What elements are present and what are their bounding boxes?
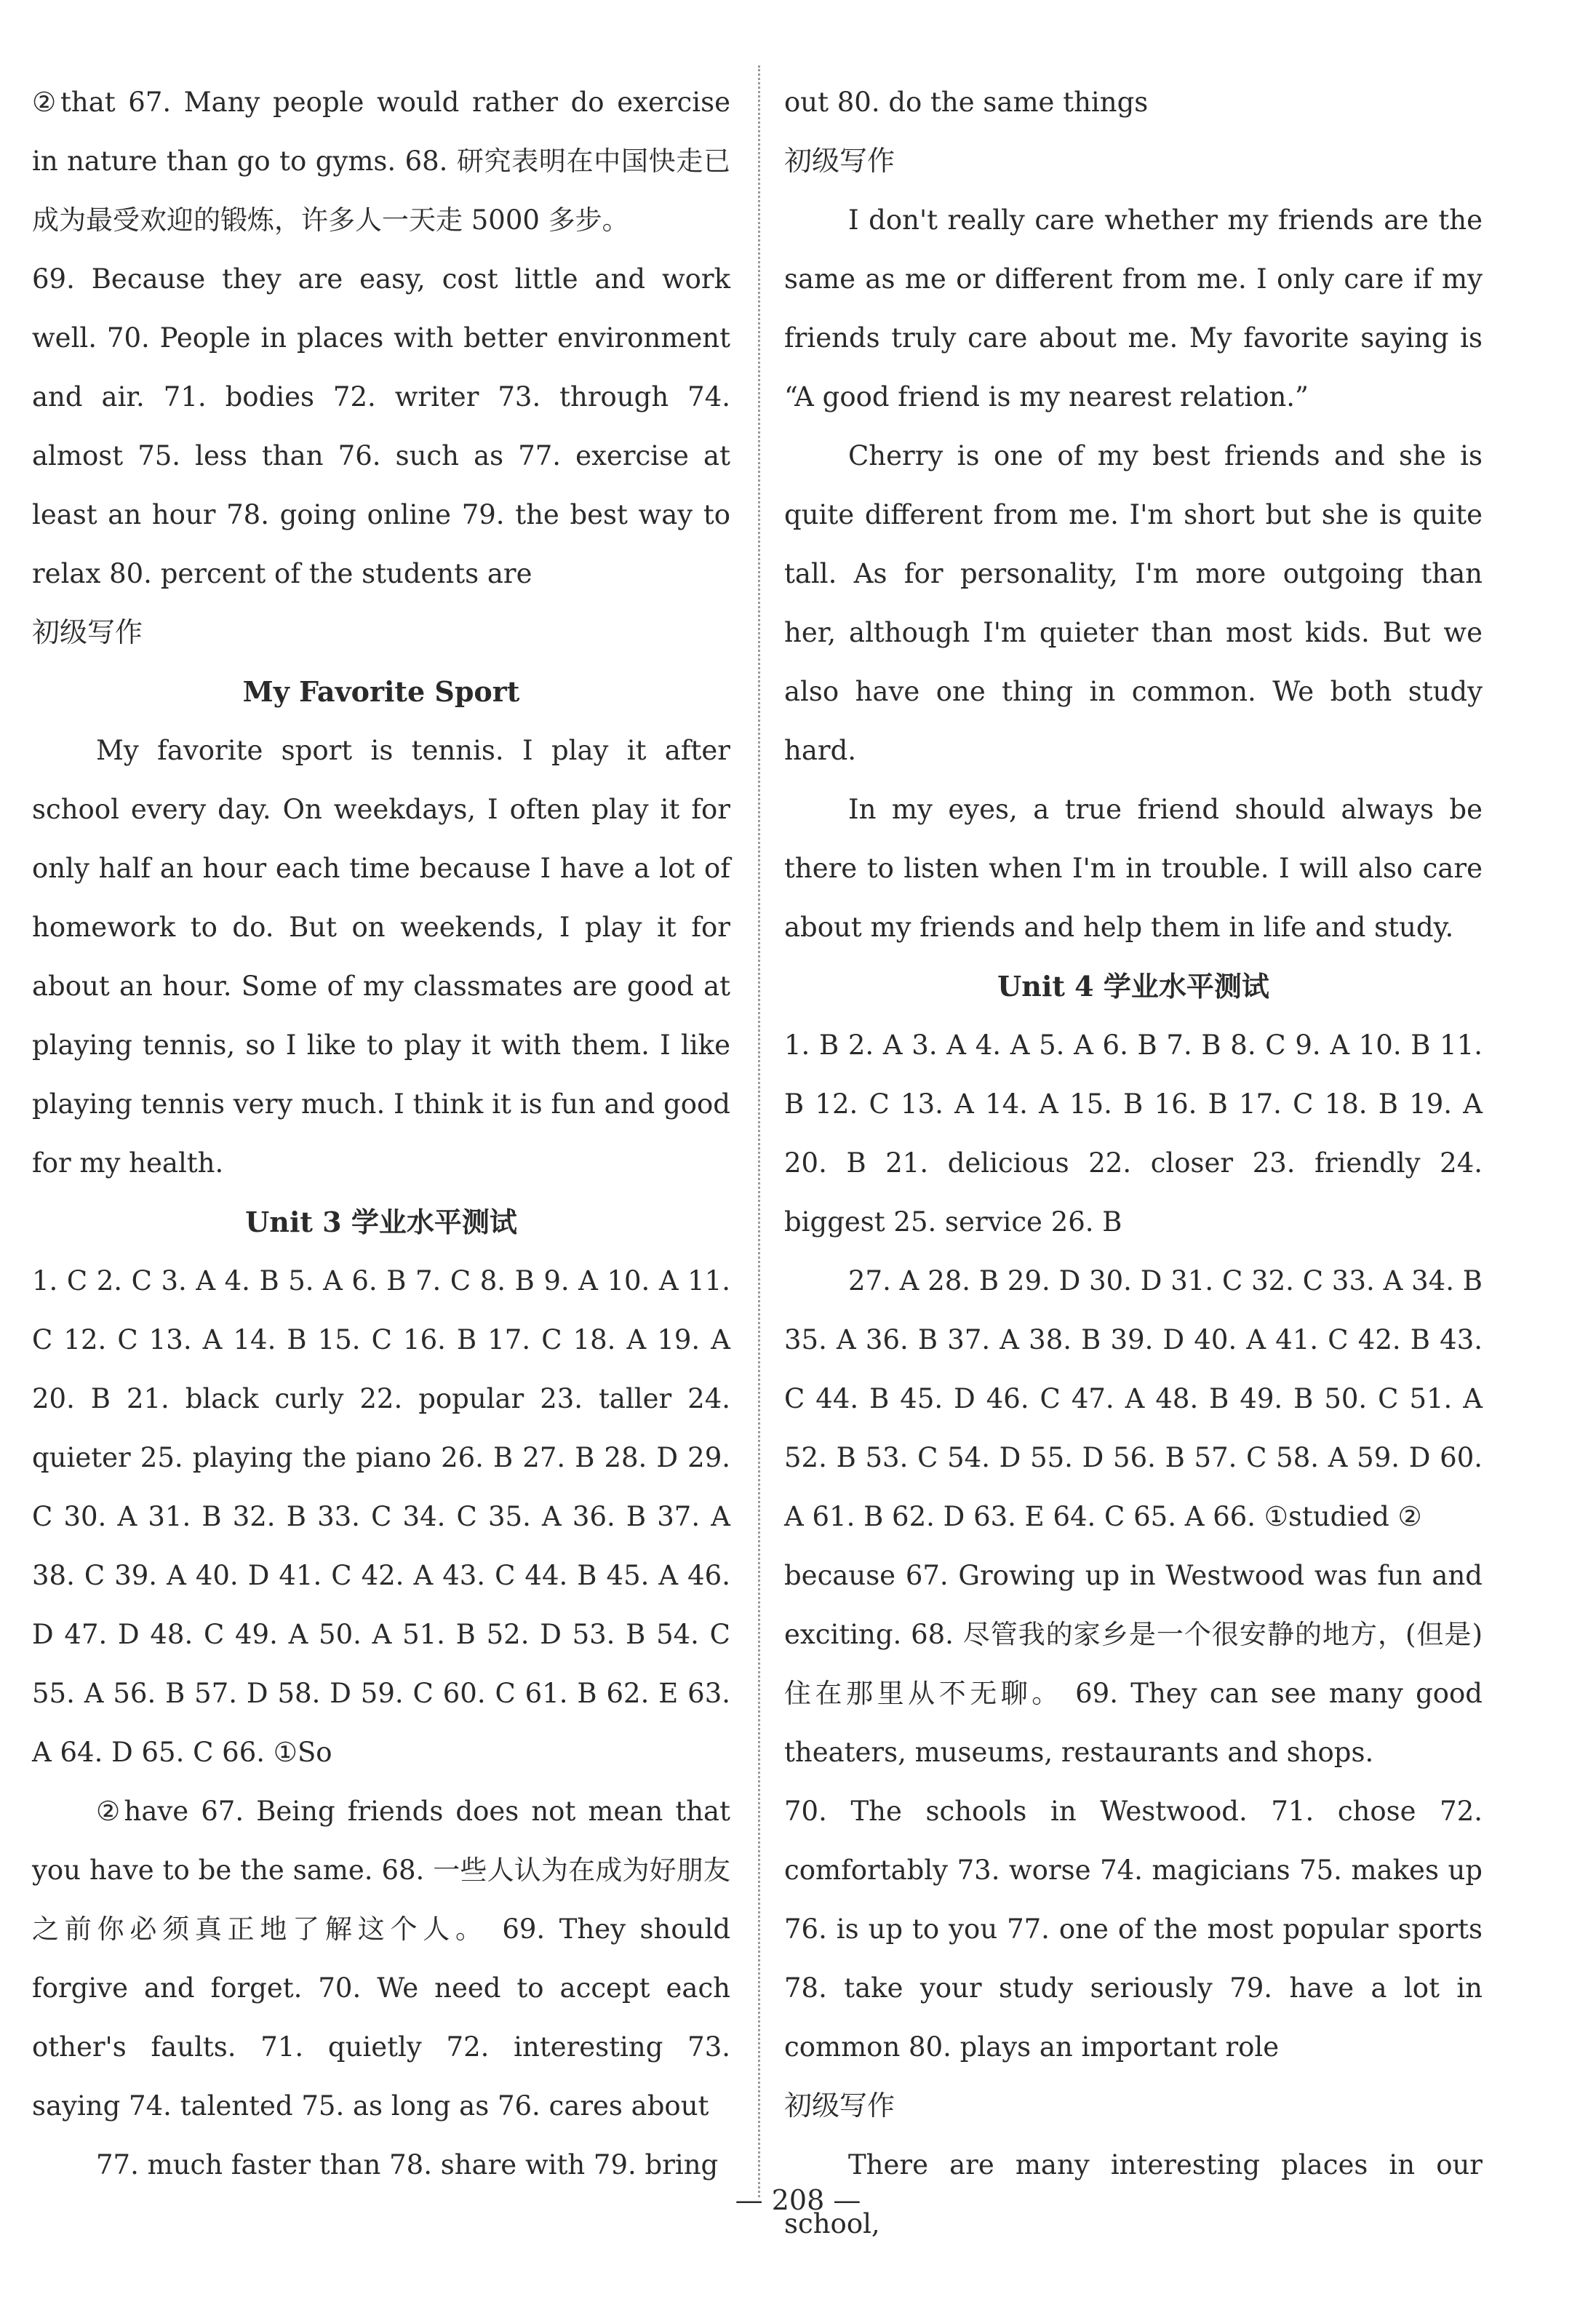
column-divider xyxy=(758,65,760,2197)
left-answers-part1: ②that 67. Many people would rather do exercise in nature than go to gyms. 68. 研究表明在中国快走已成为最受欢迎的锻炼，许多人一天走 5000 多步。 xyxy=(32,87,730,236)
essay-paragraph: Cherry is one of my best friends and she is quite different from me. I'm short but she is quite tall. As for personality, I'm more outgoing than her, although I'm quieter than most kids. But we also have one thing in common. We both study hard. xyxy=(784,440,1483,766)
writing-label: 初级写作 xyxy=(784,2090,895,2122)
right-column xyxy=(784,73,1483,2253)
essay-paragraph: I don't really care whether my friends are the same as me or different from me. I only care if my friends truly care about me. My favorite saying is “A good friend is my nearest relation.” xyxy=(784,204,1483,413)
left-column xyxy=(32,73,730,2194)
unit4-answers-end: 70. The schools in Westwood. 71. chose 72. comfortably 73. worse 74. magicians 75. makes up 76. is up to you 77. one of the most popular sports 78. take your study seriously 79. have a lot in common 80. plays an important role xyxy=(784,1796,1483,2063)
essay-paragraph: My favorite sport is tennis. I play it after school every day. On weekdays, I often play it for only half an hour each time because I have a lot of homework to do. But on weekends, I play it for about an hour. Some of my classmates are good at playing tennis, so I like to play it with them. I like playing tennis very much. I think it is fun and good for my health. xyxy=(32,735,730,1179)
unit4-answers-sentences: because 67. Growing up in Westwood was fun and exciting. 68. 尽管我的家乡是一个很安静的地方，(但是)住在那里从不无聊。 69. They can see many good theaters, museums, restaurants and shops. xyxy=(784,1560,1483,1768)
page-number: — 208 — xyxy=(735,2184,861,2216)
essay-paragraph: In my eyes, a true friend should always be there to listen when I'm in trouble. I will also care about my friends and help them in life and study. xyxy=(784,794,1483,943)
unit4-answers: 1. B 2. A 3. A 4. A 5. A 6. B 7. B 8. C 9. A 10. B 11. B 12. C 13. A 14. A 15. B 16. B 17. C 18. B 19. A 20. B 21. delicious 22. closer 23. friendly 24. biggest 25. service 26. B xyxy=(784,1029,1483,1238)
unit3-answers-end: 77. much faster than 78. share with 79. bring xyxy=(96,2149,719,2180)
essay-paragraph: There are many interesting places in our school, xyxy=(784,2149,1483,2239)
unit-title: Unit 3 学业水平测试 xyxy=(245,1206,517,1238)
writing-label: 初级写作 xyxy=(32,616,143,648)
right-answers-start: out 80. do the same things xyxy=(784,87,1149,118)
unit4-answers-continued: 27. A 28. B 29. D 30. D 31. C 32. C 33. A 34. B 35. A 36. B 37. A 38. B 39. D 40. A 41. C 42. B 43. C 44. B 45. D 46. C 47. A 48. B 49. B 50. C 51. A 52. B 53. C 54. D 55. D 56. B 57. C 58. A 59. D 60. A 61. B 62. D 63. E 64. C 65. A 66. ①studied ② xyxy=(784,1265,1483,1532)
unit3-answers-continued: ②have 67. Being friends does not mean that you have to be the same. 68. 一些人认为在成为好朋友之前你必须真正地了解这个人。 69. They should forgive and forget. 70. We need to accept each other's faults. 71. quietly 72. interesting 73. saying 74. talented 75. as long as 76. cares about xyxy=(32,1796,730,2122)
writing-label: 初级写作 xyxy=(784,145,895,177)
left-answers-part2: 69. Because they are easy, cost little and work well. 70. People in places with better environment and air. 71. bodies 72. writer 73. through 74. almost 75. less than 76. such as 77. exercise at least an hour 78. going online 79. the best way to relax 80. percent of the students are xyxy=(32,263,730,589)
unit-title: Unit 4 学业水平测试 xyxy=(997,970,1269,1003)
unit3-answers: 1. C 2. C 3. A 4. B 5. A 6. B 7. C 8. B 9. A 10. A 11. C 12. C 13. A 14. B 15. C 16. B 17. C 18. A 19. A 20. B 21. black curly 22. popular 23. taller 24. quieter 25. playing the piano 26. B 27. B 28. D 29. C 30. A 31. B 32. B 33. C 34. C 35. A 36. B 37. A 38. C 39. A 40. D 41. C 42. A 43. C 44. B 45. A 46. D 47. D 48. C 49. A 50. A 51. B 52. D 53. B 54. C 55. A 56. B 57. D 58. D 59. C 60. C 61. B 62. E 63. A 64. D 65. C 66. ①So xyxy=(32,1265,730,1768)
essay-title: My Favorite Sport xyxy=(242,675,520,708)
